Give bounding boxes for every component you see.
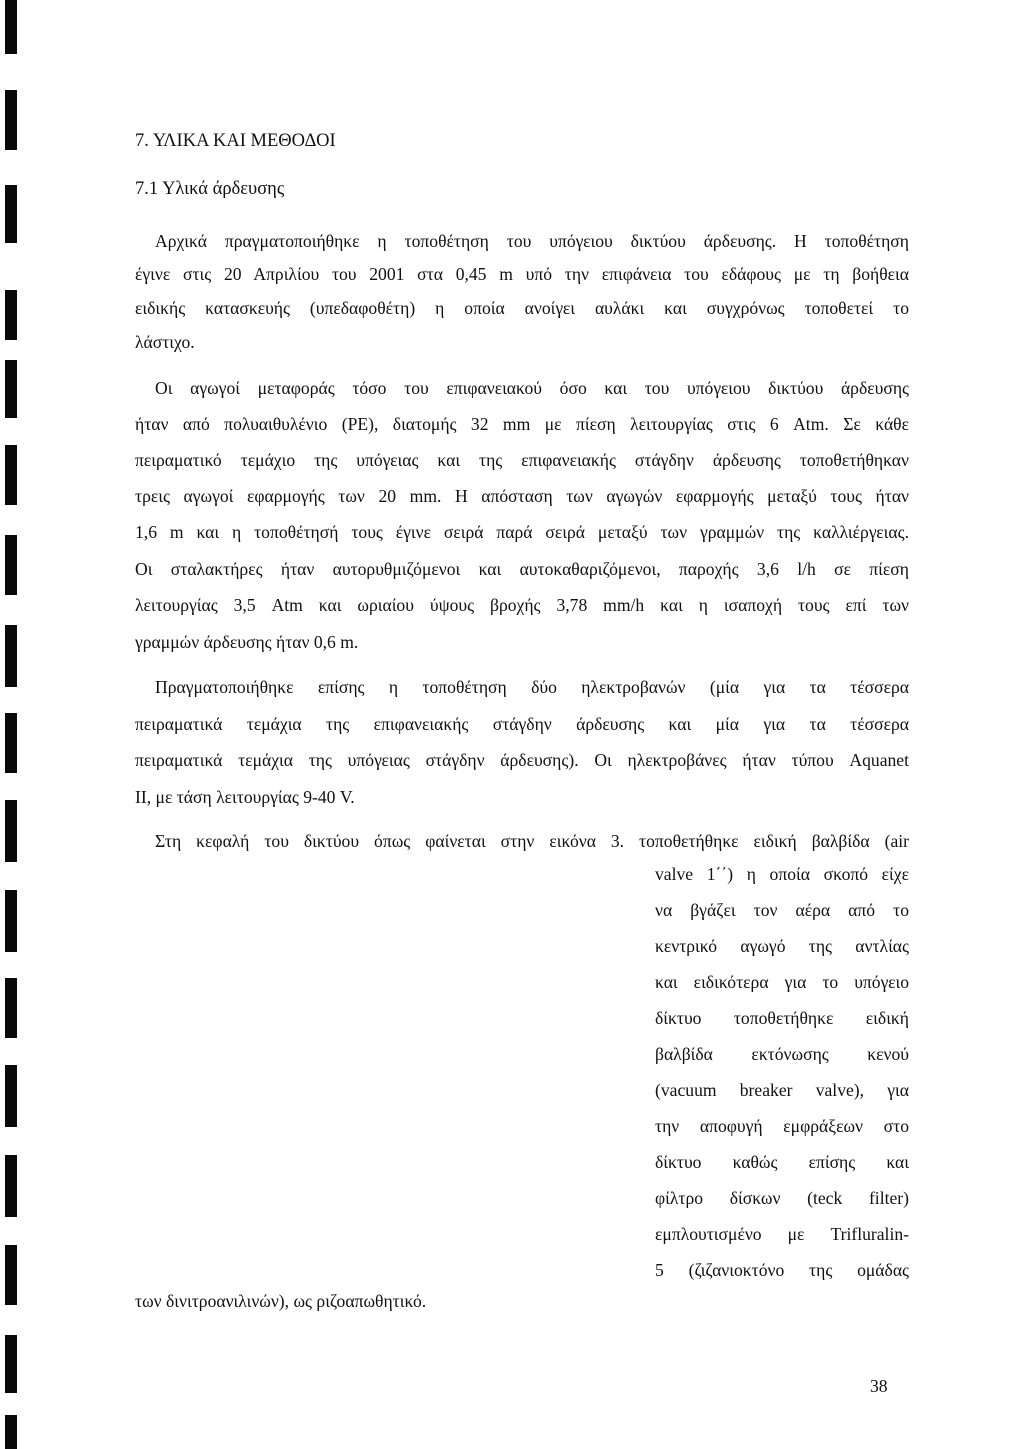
column-line: κεντρικό αγωγό της αντλίας [655,936,909,956]
edge-mark [5,0,17,54]
edge-mark [5,625,17,687]
edge-mark [5,890,17,952]
edge-mark [5,1065,17,1127]
column-line: εμπλουτισμένο με Trifluralin- [655,1224,909,1244]
edge-mark [5,445,17,505]
subsection-heading: 7.1 Υλικά άρδευσης [135,179,285,199]
column-line: 5 (ζιζανιοκτόνο της ομάδας [655,1260,909,1280]
edge-mark [5,360,17,418]
edge-mark [5,290,17,340]
column-line: να βγάζει τον αέρα από το [655,900,909,920]
paragraph-line: Πραγματοποιήθηκε επίσης η τοποθέτηση δύο ηλεκτροβανών (μία για τα τέσσερα [155,677,909,697]
paragraph-line: ειδικής κατασκευής (υπεδαφοθέτη) η οποία ανοίγει αυλάκι και συγχρόνως τοποθετεί το [135,298,909,318]
edge-mark [5,1415,17,1449]
paragraph-line: πειραματικά τεμάχια της επιφανειακής στάγδην άρδευσης και μία για τα τέσσερα [135,714,909,734]
paragraph-line: λειτουργίας 3,5 Atm και ωριαίου ύψους βροχής 3,78 mm/h και η ισαποχή τους επί των [135,595,909,615]
edge-mark [5,1245,17,1305]
edge-mark [5,800,17,862]
column-line: δίκτυο καθώς επίσης και [655,1152,909,1172]
paragraph-line: πειραματικά τεμάχια της υπόγειας στάγδην άρδευσης). Οι ηλεκτροβάνες ήταν τύπου Aquanet [135,750,909,770]
column-line: (vacuum breaker valve), για [655,1080,909,1100]
paragraph-line: Οι αγωγοί μεταφοράς τόσο του επιφανειακού όσο και του υπόγειου δικτύου άρδευσης [155,378,909,398]
column-line: την αποφυγή εμφράξεων στο [655,1116,909,1136]
paragraph-line: Οι σταλακτήρες ήταν αυτορυθμιζόμενοι και αυτοκαθαριζόμενοι, παροχής 3,6 l/h σε πίεση [135,559,909,579]
paragraph-line: Αρχικά πραγματοποιήθηκε η τοποθέτηση του υπόγειου δικτύου άρδευσης. Η τοποθέτηση [155,231,909,251]
edge-mark [5,978,17,1038]
paragraph-line: πειραματικό τεμάχιο της υπόγειας και της επιφανειακής στάγδην άρδευσης τοποθετήθηκαν [135,450,909,470]
paragraph-line: ήταν από πολυαιθυλένιο (PE), διατομής 32 mm με πίεση λειτουργίας στις 6 Atm. Σε κάθε [135,414,909,434]
edge-mark [5,713,17,773]
paragraph-line: τρεις αγωγοί εφαρμογής των 20 mm. Η απόσταση των αγωγών εφαρμογής μεταξύ τους ήταν [135,486,909,506]
edge-mark [5,185,17,243]
paragraph-line: Στη κεφαλή του δικτύου όπως φαίνεται στην εικόνα 3. τοποθετήθηκε ειδική βαλβίδα (air [155,831,909,851]
column-line: βαλβίδα εκτόνωσης κενού [655,1044,909,1064]
paragraph-line: 1,6 m και η τοποθέτησή τους έγινε σειρά παρά σειρά μεταξύ των γραμμών της καλλιέργειας. [135,522,909,542]
film-edge-strip [0,0,40,1449]
edge-mark [5,1155,17,1217]
paragraph-line: λάστιχο. [135,332,195,352]
column-line: και ειδικότερα για το υπόγειο [655,972,909,992]
column-line: valve 1΄΄) η οποία σκοπό είχε [655,864,909,884]
paragraph-line: γραμμών άρδευσης ήταν 0,6 m. [135,632,359,652]
column-line: φίλτρο δίσκων (teck filter) [655,1188,909,1208]
page-number: 38 [870,1376,888,1396]
column-line: δίκτυο τοποθετήθηκε ειδική [655,1008,909,1028]
paragraph-line: των δινιτροανιλινών), ως ριζοαπωθητικό. [135,1291,427,1311]
paragraph-line: ΙΙ, με τάση λειτουργίας 9-40 V. [135,787,355,807]
edge-mark [5,90,17,150]
paragraph-line: έγινε στις 20 Απριλίου του 2001 στα 0,45 m υπό την επιφάνεια του εδάφους με τη βοήθεια [135,264,909,284]
edge-mark [5,1335,17,1393]
section-heading: 7. ΥΛΙΚΑ ΚΑΙ ΜΕΘΟΔΟΙ [135,131,336,151]
edge-mark [5,535,17,595]
